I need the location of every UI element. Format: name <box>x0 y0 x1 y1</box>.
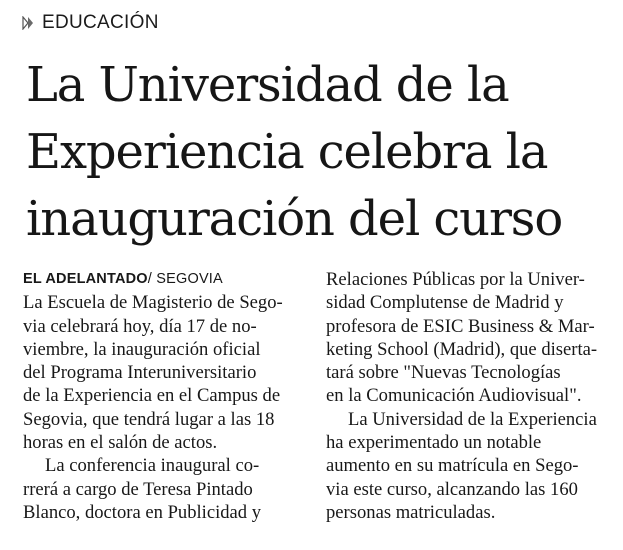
article-column-right <box>326 268 611 524</box>
body-line: en la Comunicación Audiovisual". <box>326 385 582 407</box>
body-line: Blanco, doctora en Publicidad y <box>23 501 262 523</box>
body-line: Segovia, que tendrá lugar a las 18 <box>23 408 275 430</box>
body-line: Relaciones Públicas por la Univer- <box>326 269 585 290</box>
body-line: La Escuela de Magisterio de Sego- <box>23 292 283 314</box>
body-line: viembre, la inauguración oficial <box>23 338 261 360</box>
double-chevron-right-icon <box>22 16 36 30</box>
body-line: de la Experiencia en el Campus de <box>23 385 281 407</box>
body-line: via celebrará hoy, día 17 de no- <box>23 315 257 337</box>
body-line: keting School (Madrid), que diserta- <box>326 338 598 360</box>
body-line: La conferencia inaugural co- <box>45 455 260 477</box>
body-line: profesora de ESIC Business & Mar- <box>326 315 595 337</box>
body-line: personas matriculadas. <box>326 501 496 523</box>
body-line: tará sobre "Nuevas Tecnologías <box>326 362 561 384</box>
section-header <box>22 10 159 36</box>
article-column-left <box>23 268 310 524</box>
section-label: EDUCACIÓN <box>42 12 159 33</box>
body-line: rrerá a cargo de Teresa Pintado <box>23 478 253 500</box>
headline <box>26 52 616 253</box>
body-line: sidad Complutense de Madrid y <box>326 292 564 314</box>
headline-line: inauguración del curso <box>26 191 563 247</box>
byline-place: / SEGOVIA <box>147 271 223 287</box>
headline-line: Experiencia celebra la <box>26 124 548 180</box>
body-line: La Universidad de la Experiencia <box>348 408 597 430</box>
body-line: del Programa Interuniversitario <box>23 362 257 384</box>
body-line: horas en el salón de actos. <box>23 432 218 454</box>
body-line: via este curso, alcanzando las 160 <box>326 478 578 500</box>
body-line: ha experimentado un notable <box>326 432 542 454</box>
headline-line: La Universidad de la <box>26 57 509 113</box>
byline-source: EL ADELANTADO <box>23 271 148 287</box>
byline <box>23 268 310 291</box>
body-line: aumento en su matrícula en Sego- <box>326 455 579 477</box>
